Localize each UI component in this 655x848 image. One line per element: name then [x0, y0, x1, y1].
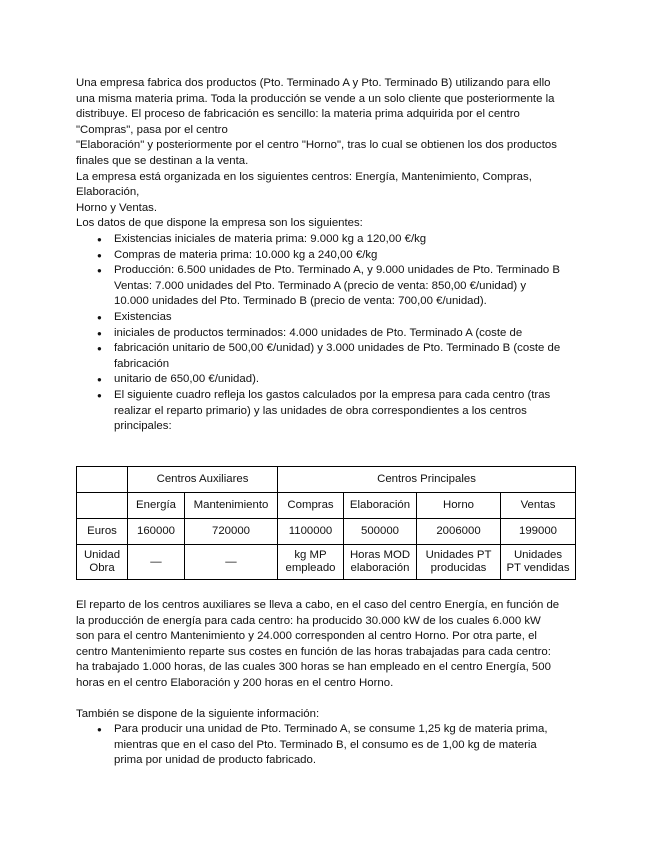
text-line: La empresa está organizada en los siguientes centros: Energía, Mantenimiento, Compras, — [76, 170, 532, 183]
text-line: empleado — [285, 562, 336, 574]
table-group-header-row — [77, 467, 576, 493]
unit-cell — [344, 545, 417, 580]
cost-centers-table — [76, 466, 576, 580]
text-line: PT vendidas — [506, 562, 570, 574]
text-line: una misma materia prima. Toda la producción se vende a un solo cliente que posteriormente la — [76, 92, 555, 105]
text-line: Elaboración, — [76, 186, 140, 199]
text-line: la producción de energía para cada centro: ha producido 30.000 kW de los cuales 6.000 kW — [76, 614, 541, 627]
table-column-header-row — [77, 493, 576, 519]
text-line: "Compras", pasa por el centro — [76, 123, 228, 136]
column-header: Horno — [417, 493, 501, 519]
text-line: Unidad — [83, 549, 121, 561]
text-line: kg MP — [294, 549, 327, 561]
group-header-principal: Centros Principales — [278, 467, 576, 493]
text-line: Unidades — [513, 549, 563, 561]
text-line: Horno y Ventas. — [76, 201, 158, 214]
table-row-euros — [77, 519, 576, 545]
bullet-item — [76, 341, 581, 372]
column-header: Mantenimiento — [185, 493, 278, 519]
text-line: ● unitario de 650,00 €/unidad). — [114, 373, 260, 386]
text-line: centro Mantenimiento reparte sus costes en función de las horas trabajadas para cada centro: — [76, 645, 551, 658]
bullet-item — [76, 310, 581, 326]
bullet-item — [76, 248, 581, 264]
bullet-item — [76, 722, 581, 769]
intro-paragraph — [76, 76, 581, 232]
extra-info-intro-text: También se dispone de la siguiente información: — [76, 708, 320, 720]
bullet-item — [76, 232, 581, 248]
text-line: horas en el centro Elaboración y 200 horas en el centro Horno. — [76, 676, 394, 689]
text-line: ● Existencias iniciales de materia prima: 9.000 kg a 120,00 €/kg — [114, 233, 427, 245]
data-bullet-list — [76, 232, 581, 435]
euros-cell: 199000 — [501, 519, 576, 545]
text-line: — — [150, 555, 162, 568]
text-line: ● Existencias — [114, 310, 172, 323]
text-line: son para el centro Mantenimiento y 24.000 corresponden al centro Horno. Por otra parte, el — [76, 630, 537, 643]
text-line: Una empresa fabrica dos productos (Pto. Terminado A y Pto. Terminado B) utilizando para ello — [76, 77, 551, 89]
bullet-item — [76, 263, 581, 310]
text-line: Obra — [89, 562, 115, 574]
text-line: elaboración — [350, 562, 410, 574]
table-empty-cell — [77, 493, 128, 519]
column-header: Elaboración — [344, 493, 417, 519]
unit-cell — [128, 545, 185, 580]
table-row-unidad-obra — [77, 545, 576, 580]
column-header: Compras — [278, 493, 344, 519]
text-line: El reparto de los centros auxiliares se lleva a cabo, en el caso del centro Energía, en función de — [76, 599, 560, 611]
text-line: Los datos de que dispone la empresa son los siguientes: — [76, 217, 363, 230]
euros-cell: 1100000 — [278, 519, 344, 545]
bullet-item — [76, 326, 581, 342]
column-header: Ventas — [501, 493, 576, 519]
text-line: "Elaboración" y posteriormente por el centro "Horno", tras lo cual se obtienen los dos productos — [76, 139, 557, 152]
text-line: ● iniciales de productos terminados: 4.000 unidades de Pto. Terminado A (coste de — [114, 326, 523, 339]
text-line: fabricación — [114, 357, 170, 370]
text-line: principales: — [114, 420, 172, 433]
text-line: finales que se destinan a la venta. — [76, 154, 249, 167]
text-line: Horas MOD — [349, 549, 411, 561]
text-line: mientras que en el caso del Pto. Terminado B, el consumo es de 1,00 kg de materia — [114, 738, 537, 751]
table-corner-cell — [77, 467, 128, 493]
text-line: 10.000 unidades del Pto. Terminado B (precio de venta: 700,00 €/unidad). — [114, 295, 487, 308]
text-line: ● El siguiente cuadro refleja los gastos calculados por la empresa para cada centro (tras — [114, 388, 551, 401]
extra-bullet-list — [76, 722, 581, 769]
text-line: Ventas: 7.000 unidades del Pto. Terminado A (precio de venta: 850,00 €/unidad) y — [114, 279, 527, 292]
text-line: ● Producción: 6.500 unidades de Pto. Terminado A, y 9.000 unidades de Pto. Terminado B — [114, 264, 561, 277]
text-line: realizar el reparto primario) y las unidades de obra correspondientes a los centros — [114, 404, 527, 417]
text-line: ● Para producir una unidad de Pto. Terminado A, se consume 1,25 kg de materia prima, — [114, 723, 548, 735]
group-header-auxiliary: Centros Auxiliares — [128, 467, 278, 493]
text-line: ha trabajado 1.000 horas, de las cuales 300 horas se han empleado en el centro Energía, 500 — [76, 661, 551, 674]
euros-cell: 2006000 — [417, 519, 501, 545]
text-line: distribuye. El proceso de fabricación es sencillo: la materia prima adquirida por el centro — [76, 108, 520, 121]
text-line: — — [225, 555, 237, 568]
euros-cell: 500000 — [344, 519, 417, 545]
text-line: Unidades PT — [425, 549, 492, 561]
column-header: Energía — [128, 493, 185, 519]
row-label-euros: Euros — [77, 519, 128, 545]
text-line: producidas — [430, 562, 487, 574]
extra-info-intro — [76, 707, 581, 723]
text-line: prima por unidad de producto fabricado. — [114, 754, 316, 767]
unit-cell — [278, 545, 344, 580]
unit-cell — [501, 545, 576, 580]
text-line: ● fabricación unitario de 500,00 €/unidad) y 3.000 unidades de Pto. Terminado B (coste de — [114, 342, 561, 355]
bullet-item — [76, 372, 581, 388]
euros-cell: 720000 — [185, 519, 278, 545]
row-label-unidad-obra — [77, 545, 128, 580]
distribution-paragraph — [76, 598, 581, 692]
unit-cell — [185, 545, 278, 580]
unit-cell — [417, 545, 501, 580]
euros-cell: 160000 — [128, 519, 185, 545]
text-line: ● Compras de materia prima: 10.000 kg a 240,00 €/kg — [114, 248, 378, 261]
bullet-item — [76, 388, 581, 435]
